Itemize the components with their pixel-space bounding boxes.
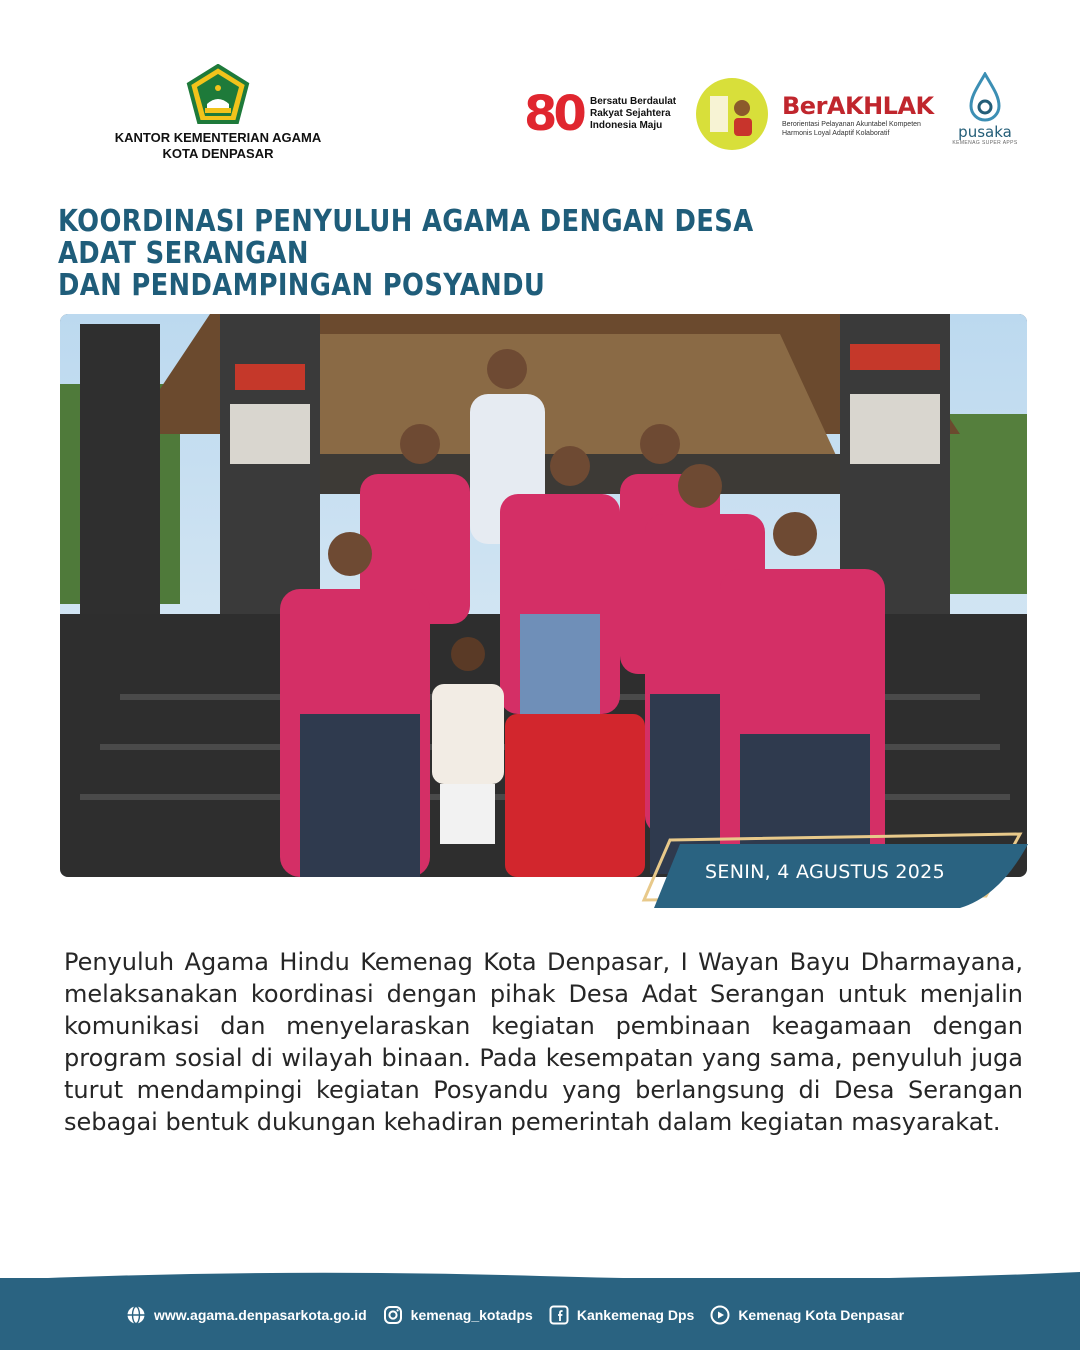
footer-facebook[interactable] xyxy=(549,1305,694,1325)
berakhlak-word: BerAKHLAK xyxy=(782,92,934,120)
youtube-channel[interactable]: Kemenag Kota Denpasar xyxy=(738,1307,905,1323)
footer-contacts xyxy=(126,1300,904,1330)
event-date: SENIN, 4 AGUSTUS 2025 xyxy=(705,861,945,883)
footer-instagram[interactable] xyxy=(383,1305,533,1325)
office-header xyxy=(100,64,336,162)
pusaka-drop-icon xyxy=(967,72,1003,124)
berakhlak-logo xyxy=(782,92,942,142)
facebook-icon xyxy=(549,1305,569,1325)
headline xyxy=(58,206,832,302)
youtube-icon xyxy=(710,1305,730,1325)
event-photo xyxy=(60,314,1027,877)
footer-website[interactable] xyxy=(126,1305,367,1325)
headline-line2: DAN PENDAMPINGAN POSYANDU xyxy=(58,268,546,303)
instagram-handle[interactable]: kemenag_kotadps xyxy=(410,1307,533,1323)
hut-tagline: Bersatu Berdaulat Rakyat Sejahtera Indonesia Maju xyxy=(590,96,677,131)
berakhlak-tagline: Berorientasi Pelayanan Akuntabel Kompeten Harmonis Loyal Adaptif Kolaboratif xyxy=(782,121,921,137)
article-body: Penyuluh Agama Hindu Kemenag Kota Denpasar, I Wayan Bayu Dharmayana, melaksanakan koordinasi dengan pihak Desa Adat Serangan untuk menjalin komunikasi dan menyelaraskan kegiatan pembinaan keagamaan dengan program sosial di wilayah binaan. Pada kesempatan yang sama, penyuluh juga turut mendampingi kegiatan Posyandu yang berlangsung di Desa Serangan sebagai bentuk dukungan kehadiran pemerintah dalam kegiatan masyarakat. xyxy=(64,948,1023,1136)
pusaka-word: pusaka xyxy=(958,123,1012,141)
facebook-page[interactable]: Kankemenag Dps xyxy=(576,1307,695,1323)
hut-number: 80 xyxy=(524,86,583,142)
kemenag-emblem-icon xyxy=(185,64,251,124)
group-photo-illustration xyxy=(60,314,1027,877)
hut-ri-80-logo xyxy=(524,86,694,142)
office-name-line2: KOTA DENPASAR xyxy=(162,146,274,161)
website-link[interactable]: www.agama.denpasarkota.go.id xyxy=(154,1307,367,1323)
pusaka-tagline: KEMENAG SUPER APPS xyxy=(952,140,1018,146)
red-bag xyxy=(505,714,645,877)
smart-badge-logo xyxy=(696,78,768,150)
footer-youtube[interactable] xyxy=(710,1305,904,1325)
pusaka-logo xyxy=(950,72,1020,156)
instagram-icon xyxy=(383,1305,403,1325)
headline-line1: KOORDINASI PENYULUH AGAMA DENGAN DESA ADAT SERANGAN xyxy=(58,204,754,271)
globe-icon xyxy=(126,1305,146,1325)
campaign-logos xyxy=(520,72,1020,156)
smart-badge-icon xyxy=(696,78,768,150)
office-name-line1: KANTOR KEMENTERIAN AGAMA xyxy=(114,130,322,145)
